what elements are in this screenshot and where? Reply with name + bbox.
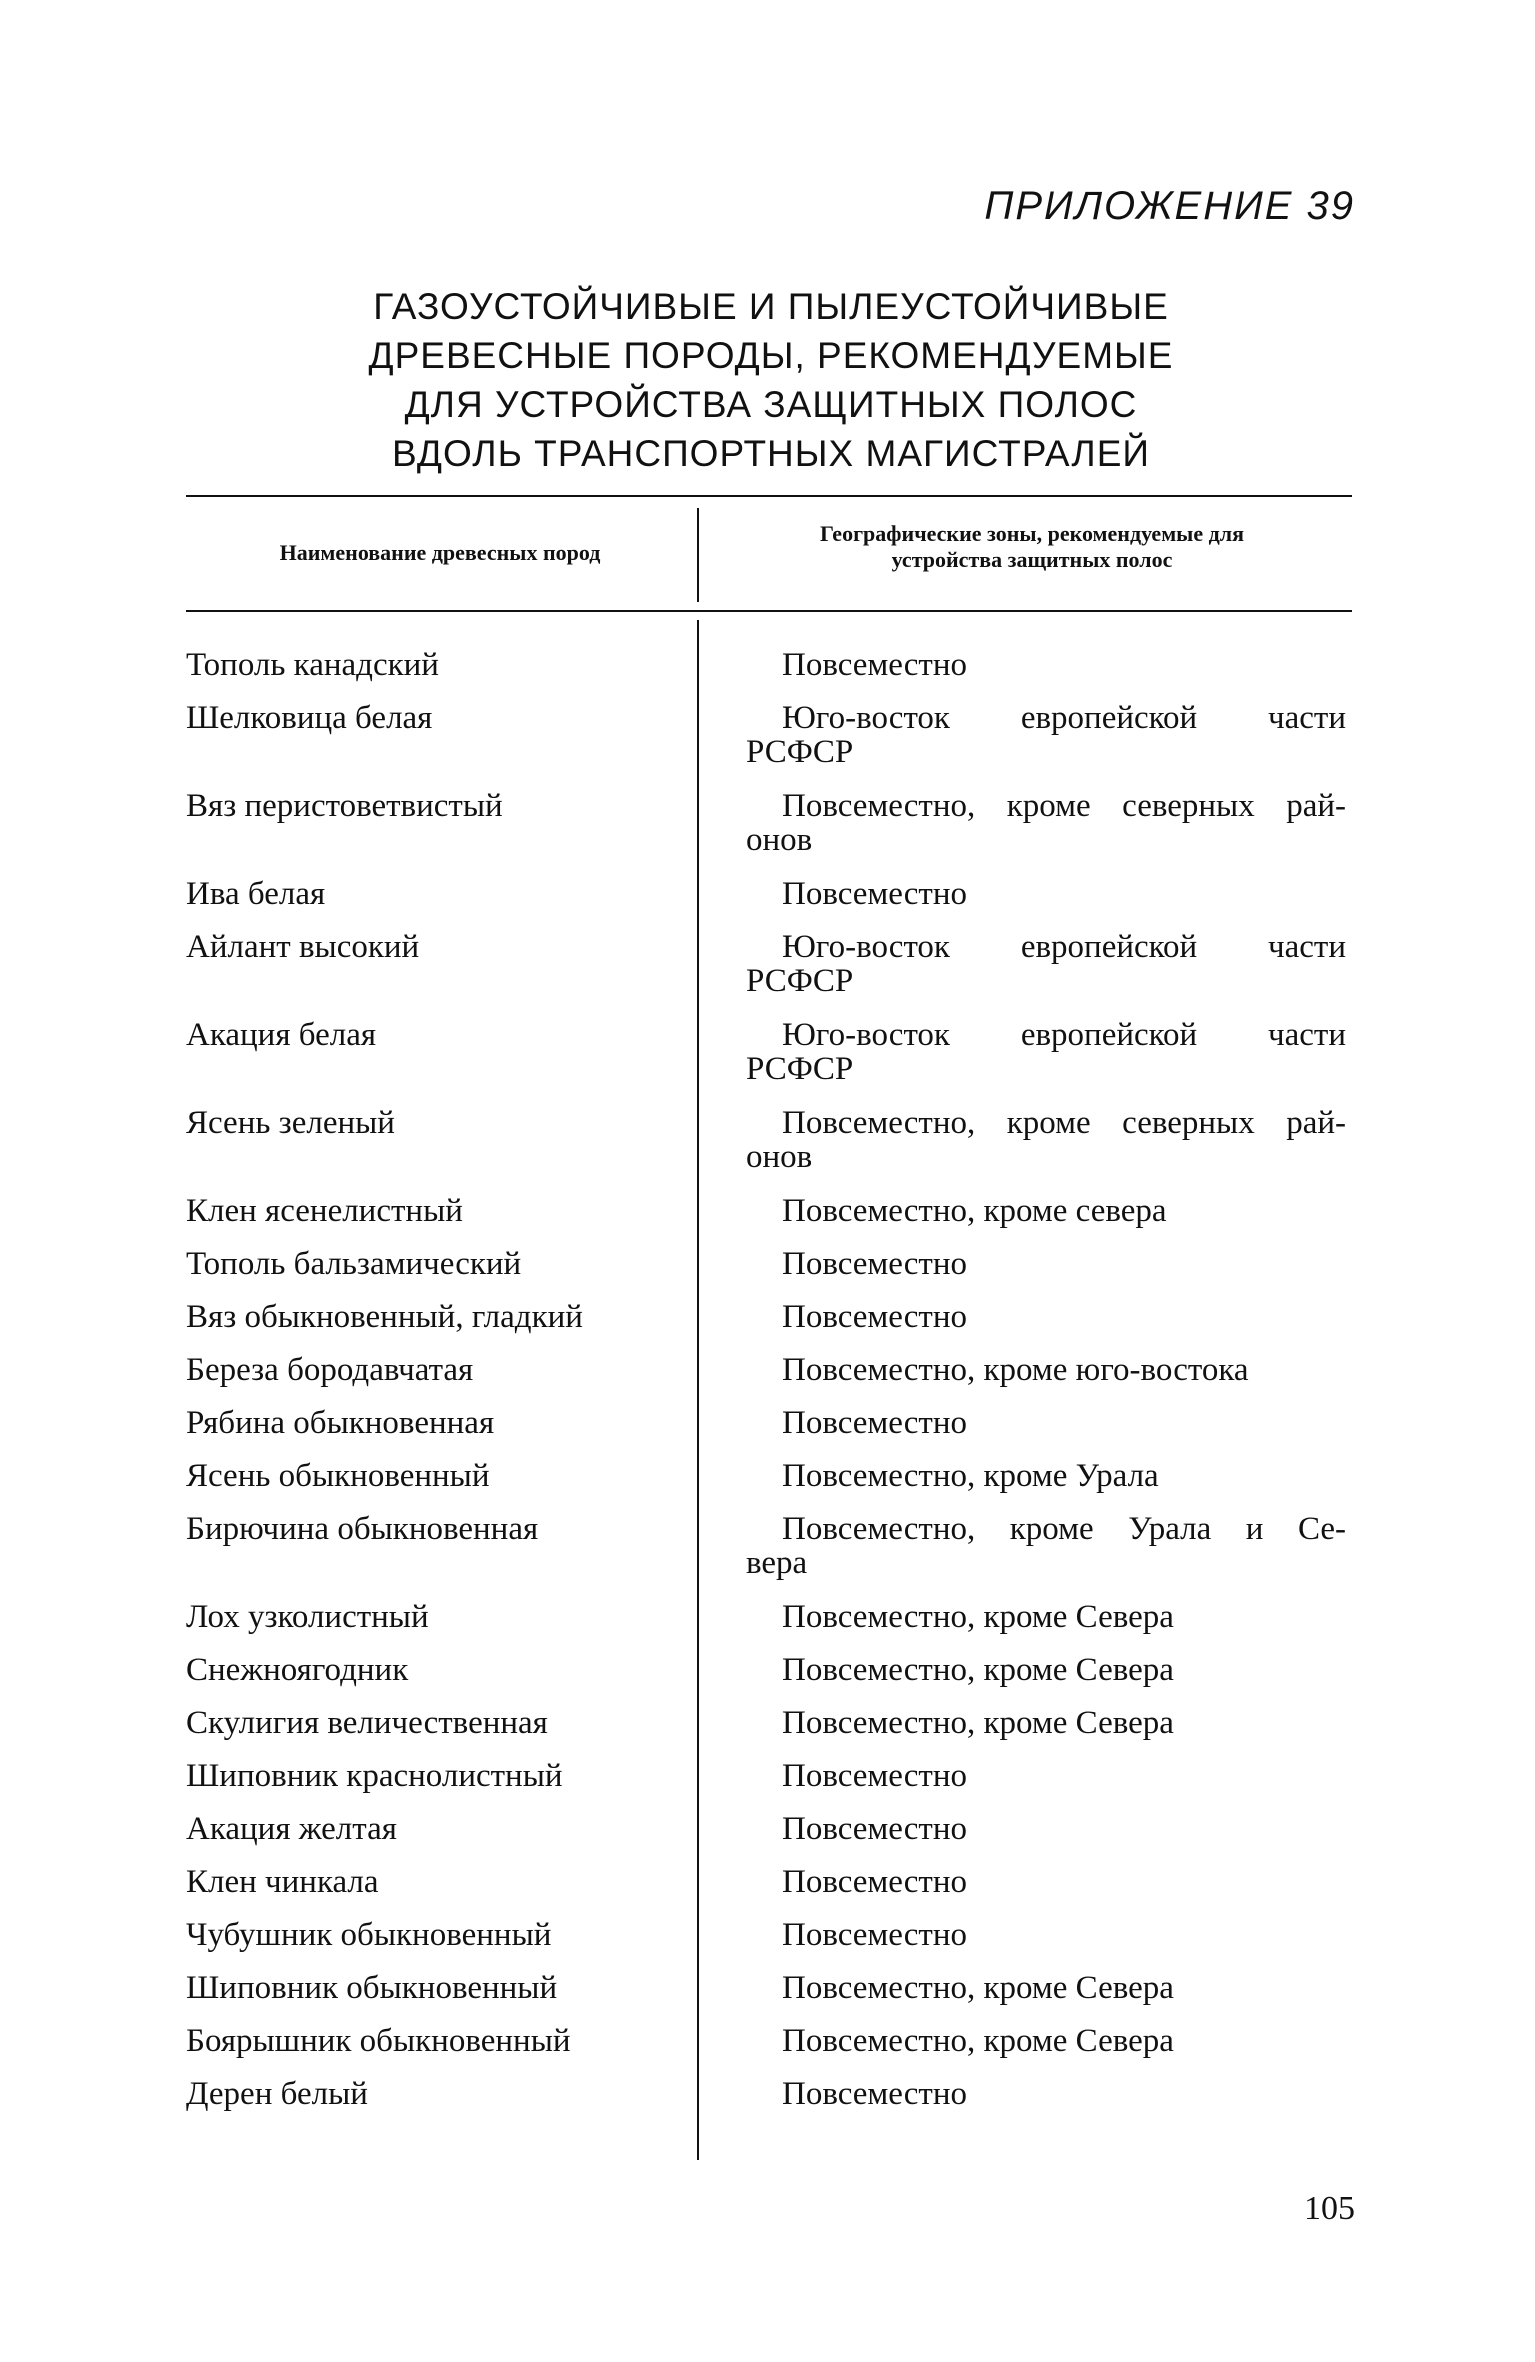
table-header-rule: [186, 610, 1352, 612]
recommended-zone: [746, 648, 1346, 682]
zone-text: Повсеместно, кроме Севера: [782, 1599, 1174, 1635]
zone-text: Повсеместно: [782, 647, 967, 683]
zone-text: Повсеместно, кроме северных рай-: [782, 788, 1346, 824]
header-zones-line: Географические зоны, рекомендуемые для: [819, 521, 1244, 546]
table-row: [186, 930, 1356, 1018]
recommended-zone: [746, 1971, 1346, 2005]
species-name: Лох узколистный: [186, 1599, 429, 1635]
recommended-zone: [746, 2077, 1346, 2111]
header-geographic-zones: [712, 521, 1352, 573]
table-row: [186, 1106, 1356, 1194]
table-row: [186, 1406, 1356, 1459]
species-name: Рябина обыкновенная: [186, 1405, 495, 1441]
table-row: [186, 701, 1356, 789]
table-row: [186, 2024, 1356, 2077]
zone-text: Повсеместно: [782, 1299, 967, 1335]
zone-text: Повсеместно: [782, 1246, 967, 1282]
header-species-name: Наименование древесных пород: [279, 540, 601, 565]
recommended-zone: [746, 2024, 1346, 2058]
table-row: [186, 1706, 1356, 1759]
table-row: [186, 1653, 1356, 1706]
recommended-zone: [746, 1018, 1346, 1086]
zone-text: Повсеместно, кроме Севера: [782, 1705, 1174, 1741]
zone-text: Повсеместно, кроме Севера: [782, 2023, 1174, 2059]
recommended-zone: [746, 1106, 1346, 1174]
species-name: Шелковица белая: [186, 700, 433, 736]
table-row: [186, 789, 1356, 877]
zone-text-continued: РСФСР: [746, 1051, 854, 1087]
species-name: Снежноягодник: [186, 1652, 409, 1688]
recommended-zone: [746, 701, 1346, 769]
species-name: Чубушник обыкновенный: [186, 1917, 552, 1953]
species-name: Шиповник краснолистный: [186, 1758, 563, 1794]
table-row: [186, 1300, 1356, 1353]
recommended-zone: [746, 1759, 1346, 1793]
recommended-zone: [746, 1512, 1346, 1580]
species-name: Акация желтая: [186, 1811, 397, 1847]
recommended-zone: [746, 1653, 1346, 1687]
recommended-zone: [746, 1459, 1346, 1493]
table-row: [186, 1759, 1356, 1812]
recommended-zone: [746, 1247, 1346, 1281]
species-name: Дерен белый: [186, 2076, 368, 2112]
table-row: [186, 2077, 1356, 2130]
recommended-zone: [746, 1865, 1346, 1899]
zone-text-continued: РСФСР: [746, 734, 854, 770]
species-name: Ива белая: [186, 876, 326, 912]
title-line: ДЛЯ УСТРОЙСТВА ЗАЩИТНЫХ ПОЛОС: [404, 384, 1138, 425]
header-zones-line: устройства защитных полос: [891, 547, 1173, 572]
table-row: [186, 1018, 1356, 1106]
table-row: [186, 1512, 1356, 1600]
recommended-zone: [746, 1812, 1346, 1846]
table-body: [186, 648, 1356, 2130]
species-name: Бирючина обыкновенная: [186, 1511, 539, 1547]
table-row: [186, 1247, 1356, 1300]
species-name: Береза бородавчатая: [186, 1352, 474, 1388]
document-title: [186, 282, 1356, 478]
zone-text: Юго-восток европейской части: [782, 929, 1346, 965]
zone-text-continued: онов: [746, 1139, 813, 1175]
zone-text: Повсеместно, кроме Севера: [782, 1652, 1174, 1688]
title-line: ВДОЛЬ ТРАНСПОРТНЫХ МАГИСТРАЛЕЙ: [392, 433, 1150, 474]
recommended-zone: [746, 1918, 1346, 1952]
table-top-rule: [186, 495, 1352, 497]
zone-text: Повсеместно, кроме Севера: [782, 1970, 1174, 2006]
table-row: [186, 1600, 1356, 1653]
zone-text: Повсеместно, кроме Урала и Се-: [782, 1511, 1346, 1547]
zone-text: Повсеместно: [782, 2076, 967, 2112]
species-name: Айлант высокий: [186, 929, 420, 965]
zone-text: Повсеместно: [782, 1917, 967, 1953]
table-row: [186, 1194, 1356, 1247]
table-row: [186, 1812, 1356, 1865]
table-row: [186, 1459, 1356, 1512]
species-name: Ясень зеленый: [186, 1105, 395, 1141]
zone-text: Повсеместно, кроме юго-востока: [782, 1352, 1249, 1388]
zone-text-continued: РСФСР: [746, 963, 854, 999]
header-column-divider: [697, 508, 699, 602]
zone-text: Повсеместно: [782, 1405, 967, 1441]
zone-text: Повсеместно: [782, 1758, 967, 1794]
zone-text: Юго-восток европейской части: [782, 700, 1346, 736]
zone-text: Повсеместно, кроме Урала: [782, 1458, 1159, 1494]
recommended-zone: [746, 1300, 1346, 1334]
zone-text-continued: онов: [746, 822, 813, 858]
table-row: [186, 1971, 1356, 2024]
page-number: 105: [1304, 2190, 1355, 2227]
species-name: Тополь канадский: [186, 647, 439, 683]
table-row: [186, 1353, 1356, 1406]
zone-text: Повсеместно, кроме северных рай-: [782, 1105, 1346, 1141]
recommended-zone: [746, 789, 1346, 857]
zone-text: Повсеместно: [782, 1811, 967, 1847]
recommended-zone: [746, 1406, 1346, 1440]
species-name: Клен ясенелистный: [186, 1193, 463, 1229]
species-name: Тополь бальзамический: [186, 1246, 522, 1282]
species-name: Клен чинкала: [186, 1864, 379, 1900]
table-row: [186, 1865, 1356, 1918]
zone-text: Юго-восток европейской части: [782, 1017, 1346, 1053]
species-name: Ясень обыкновенный: [186, 1458, 490, 1494]
species-name: Шиповник обыкновенный: [186, 1970, 558, 2006]
appendix-label: ПРИЛОЖЕНИЕ 39: [984, 184, 1355, 228]
recommended-zone: [746, 930, 1346, 998]
table-row: [186, 648, 1356, 701]
recommended-zone: [746, 877, 1346, 911]
species-name: Боярышник обыкновенный: [186, 2023, 571, 2059]
zone-text-continued: вера: [746, 1545, 808, 1581]
recommended-zone: [746, 1353, 1346, 1387]
recommended-zone: [746, 1706, 1346, 1740]
zone-text: Повсеместно, кроме севера: [782, 1193, 1167, 1229]
table-row: [186, 1918, 1356, 1971]
species-name: Вяз обыкновенный, гладкий: [186, 1299, 583, 1335]
title-line: ГАЗОУСТОЙЧИВЫЕ И ПЫЛЕУСТОЙЧИВЫЕ: [373, 286, 1169, 327]
recommended-zone: [746, 1194, 1346, 1228]
recommended-zone: [746, 1600, 1346, 1634]
zone-text: Повсеместно: [782, 1864, 967, 1900]
species-name: Скулигия величественная: [186, 1705, 548, 1741]
title-line: ДРЕВЕСНЫЕ ПОРОДЫ, РЕКОМЕНДУЕМЫЕ: [368, 335, 1174, 376]
species-name: Акация белая: [186, 1017, 377, 1053]
table-row: [186, 877, 1356, 930]
zone-text: Повсеместно: [782, 876, 967, 912]
species-name: Вяз перистоветвистый: [186, 788, 503, 824]
